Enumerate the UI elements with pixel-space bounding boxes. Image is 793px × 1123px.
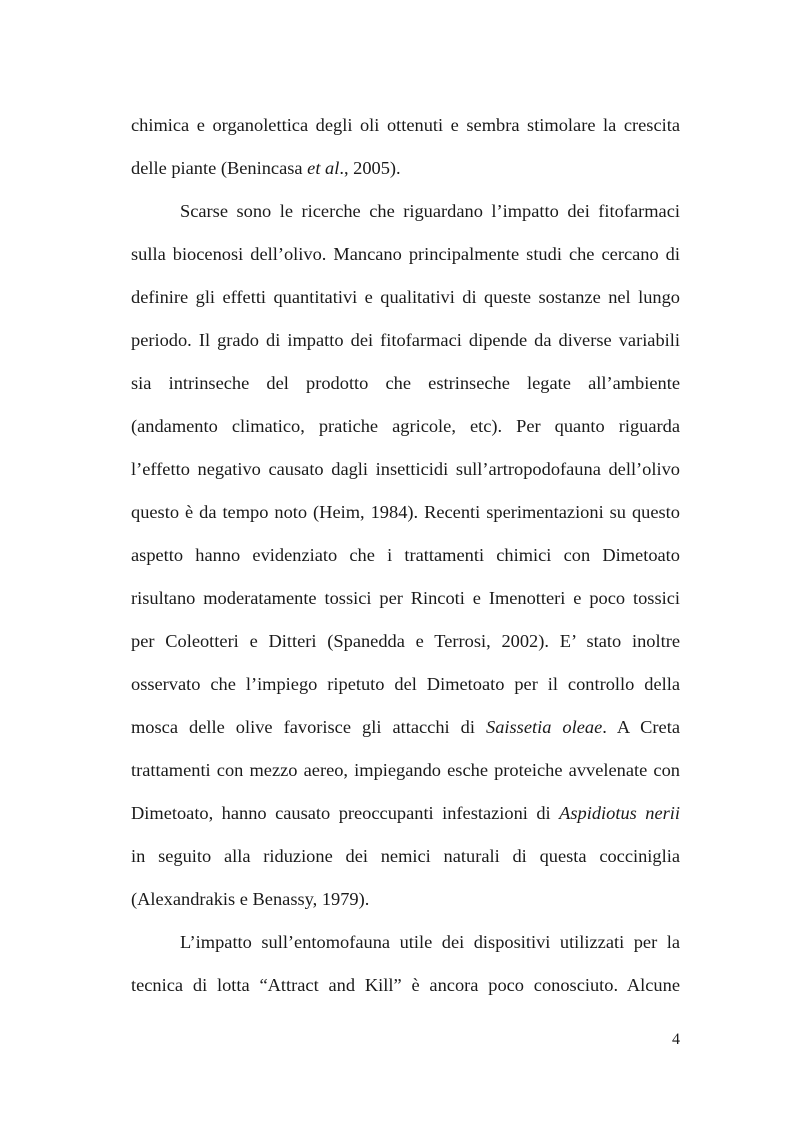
text-run: delle piante (Benincasa <box>131 158 308 178</box>
text-run: periodo. Il grado di impatto dei fitofarmaci dipende da diverse variabili <box>131 330 680 350</box>
text-run: risultano moderatamente tossici per Rincoti e Imenotteri e poco tossici <box>131 588 680 608</box>
text-line <box>131 286 680 308</box>
text-run: Scarse sono le ricerche che riguardano l’impatto dei fitofarmaci <box>180 201 680 221</box>
italic-text: et al <box>307 158 340 178</box>
text-line <box>131 501 680 523</box>
text-line <box>131 716 680 738</box>
text-line <box>131 974 680 996</box>
text-run: aspetto hanno evidenziato che i trattamenti chimici con Dimetoato <box>131 545 680 565</box>
text-line <box>131 372 680 394</box>
text-line <box>180 931 680 953</box>
text-line <box>131 243 680 265</box>
text-run: (andamento climatico, pratiche agricole, etc). Per quanto riguarda <box>131 416 680 436</box>
text-line <box>131 114 680 136</box>
text-run: sia intrinseche del prodotto che estrinseche legate all’ambiente <box>131 373 680 393</box>
text-run: questo è da tempo noto (Heim, 1984). Recenti sperimentazioni su questo <box>131 502 680 522</box>
text-line <box>131 458 680 480</box>
text-line <box>131 802 680 824</box>
text-run: trattamenti con mezzo aereo, impiegando esche proteiche avvelenate con <box>131 760 680 780</box>
page-number: 4 <box>672 1031 680 1048</box>
text-line <box>131 630 680 652</box>
text-line <box>131 759 680 781</box>
text-line <box>131 157 680 179</box>
text-run: mosca delle olive favorisce gli attacchi di <box>131 717 486 737</box>
text-run: tecnica di lotta “Attract and Kill” è ancora poco conosciuto. Alcune <box>131 975 680 995</box>
text-line <box>131 888 680 910</box>
text-run: osservato che l’impiego ripetuto del Dimetoato per il controllo della <box>131 674 680 694</box>
text-run: ., 2005). <box>339 158 401 178</box>
text-run: (Alexandrakis e Benassy, 1979). <box>131 889 370 909</box>
text-run: l’effetto negativo causato dagli insetticidi sull’artropodofauna dell’olivo <box>131 459 680 479</box>
text-run: per Coleotteri e Ditteri (Spanedda e Terrosi, 2002). E’ stato inoltre <box>131 631 680 651</box>
text-line <box>131 329 680 351</box>
text-run: Dimetoato, hanno causato preoccupanti infestazioni di <box>131 803 560 823</box>
text-run: . A Creta <box>602 717 680 737</box>
text-line <box>131 544 680 566</box>
text-run: chimica e organolettica degli oli ottenuti e sembra stimolare la crescita <box>131 115 680 135</box>
text-run: sulla biocenosi dell’olivo. Mancano principalmente studi che cercano di <box>131 244 680 264</box>
text-run: definire gli effetti quantitativi e qualitativi di queste sostanze nel lungo <box>131 287 680 307</box>
text-run: L’impatto sull’entomofauna utile dei dispositivi utilizzati per la <box>180 932 680 952</box>
text-run: in seguito alla riduzione dei nemici naturali di questa cocciniglia <box>131 846 680 866</box>
italic-text: Saissetia oleae <box>486 717 603 737</box>
text-line <box>131 415 680 437</box>
text-line <box>131 587 680 609</box>
text-line <box>131 845 680 867</box>
text-line <box>131 673 680 695</box>
text-line <box>180 200 680 222</box>
italic-text: Aspidiotus nerii <box>559 803 680 823</box>
